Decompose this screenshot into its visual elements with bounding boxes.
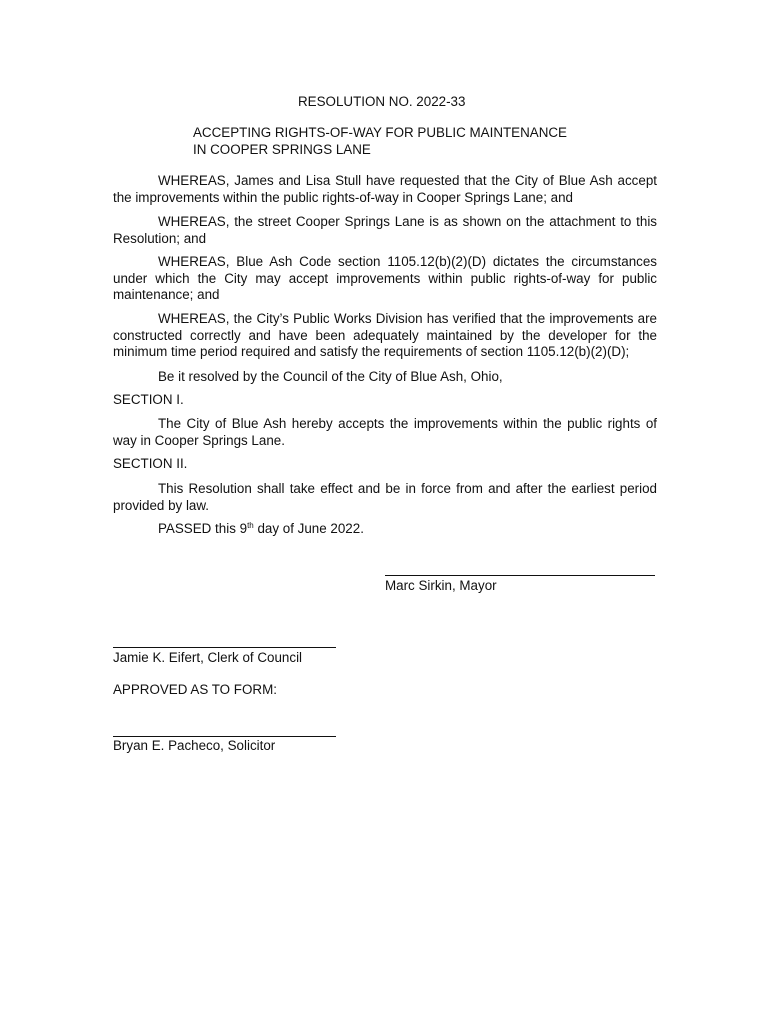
clerk-signature-line [113, 647, 336, 648]
resolved-clause: Be it resolved by the Council of the City of Blue Ash, Ohio, [158, 369, 503, 384]
resolution-title: RESOLUTION NO. 2022-33 [298, 94, 466, 109]
approved-as-to-form-label: APPROVED AS TO FORM: [113, 682, 277, 697]
passed-prefix: PASSED this 9 [158, 521, 248, 536]
section-2-text: This Resolution shall take effect and be in force from and after the earliest period provided by law. [113, 481, 657, 513]
passed-suffix: day of June 2022. [253, 521, 364, 536]
section-1-heading: SECTION I. [113, 392, 184, 407]
subtitle-line-1: ACCEPTING RIGHTS-OF-WAY FOR PUBLIC MAINTENANCE [193, 125, 567, 140]
solicitor-signature-label: Bryan E. Pacheco, Solicitor [113, 738, 276, 753]
passed-date [158, 521, 364, 538]
clerk-signature-label: Jamie K. Eifert, Clerk of Council [113, 650, 303, 665]
resolution-subtitle [193, 125, 567, 158]
mayor-signature-label: Marc Sirkin, Mayor [385, 578, 497, 593]
whereas-paragraph-2: WHEREAS, the street Cooper Springs Lane is as shown on the attachment to this Resolution; and [113, 214, 657, 246]
whereas-paragraph-3: WHEREAS, Blue Ash Code section 1105.12(b)(2)(D) dictates the circumstances under which the City may accept improvements within public rights-of-way for public maintenance; and [113, 254, 657, 302]
solicitor-signature-line [113, 736, 336, 737]
subtitle-line-2: IN COOPER SPRINGS LANE [193, 141, 371, 157]
section-2-heading: SECTION II. [113, 456, 188, 471]
mayor-signature-line [385, 575, 655, 576]
whereas-paragraph-1: WHEREAS, James and Lisa Stull have requested that the City of Blue Ash accept the improvements within the public rights-of-way in Cooper Springs Lane; and [113, 173, 657, 205]
passed-ordinal: th [247, 521, 254, 530]
whereas-paragraph-4: WHEREAS, the City’s Public Works Division has verified that the improvements are constructed correctly and have been adequately maintained by the developer for the minimum time period required and satisfy the requirements of section 1105.12(b)(2)(D); [113, 311, 657, 359]
section-1-text: The City of Blue Ash hereby accepts the improvements within the public rights of way in Cooper Springs Lane. [113, 416, 657, 448]
